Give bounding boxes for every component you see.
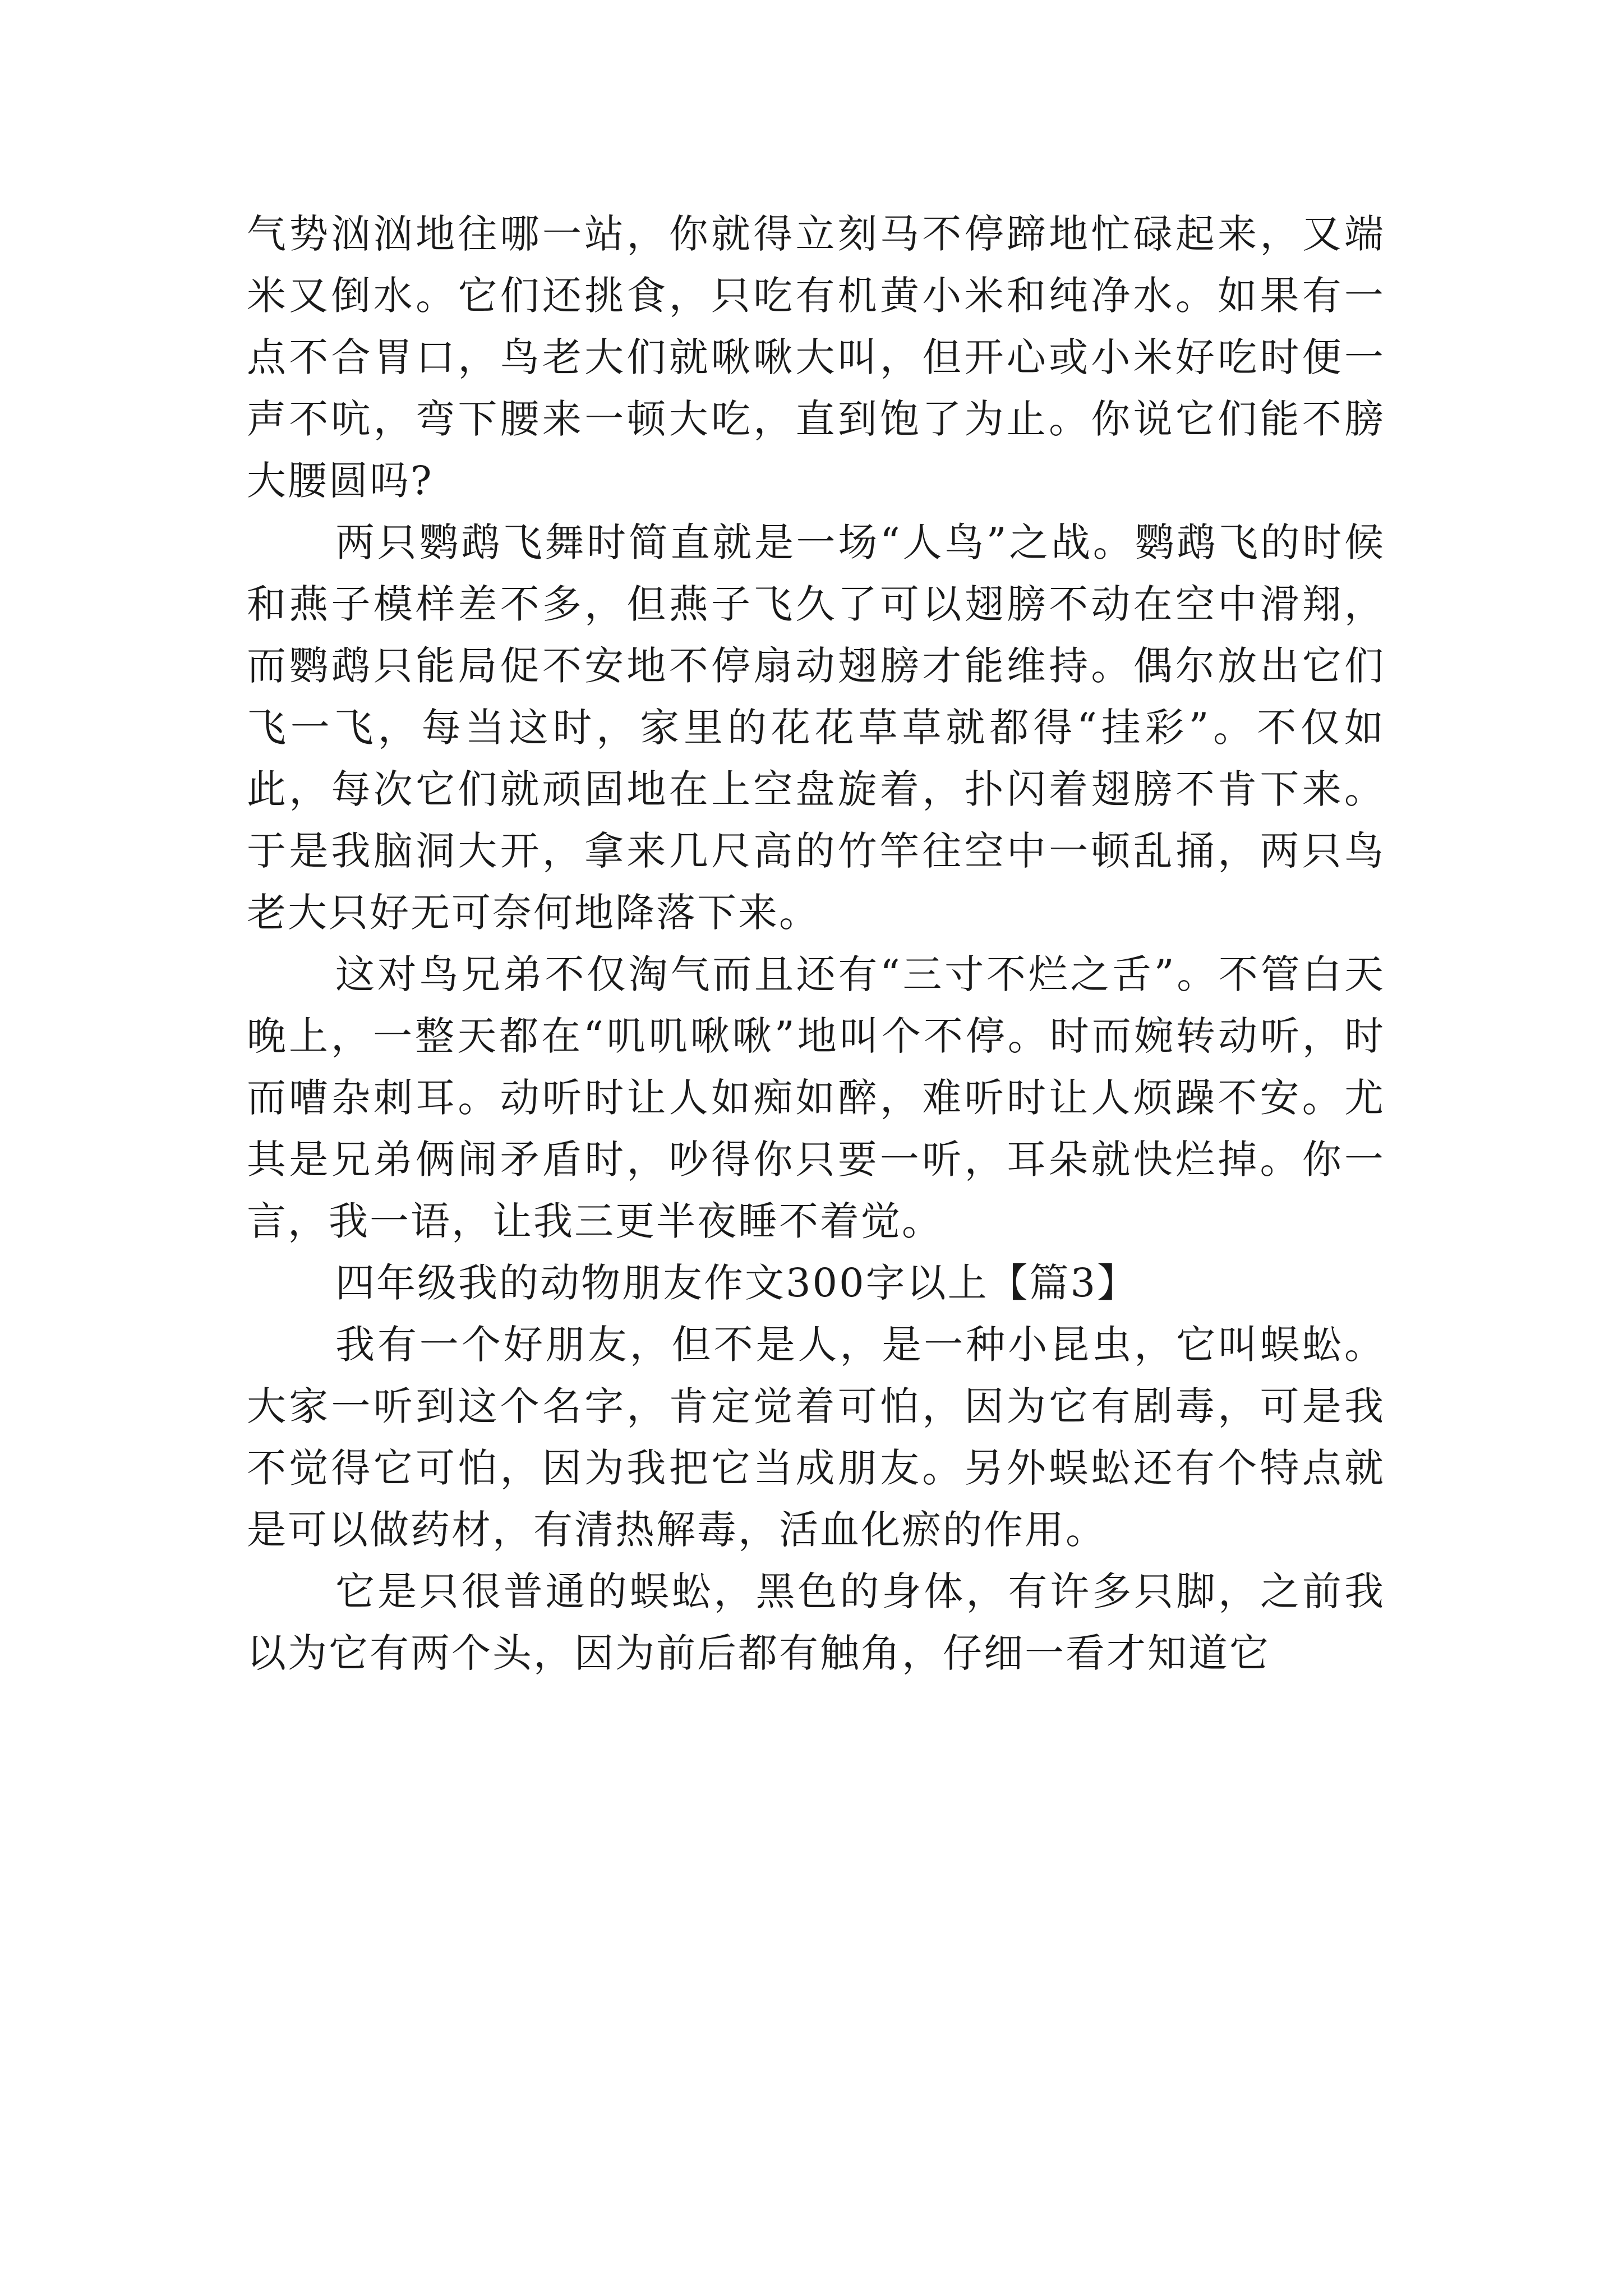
paragraph-centipede-friend: 我有一个好朋友，但不是人，是一种小昆虫，它叫蜈蚣。大家一听到这个名字，肯定觉着可怕，因为它有剧毒，可是我不觉得它可怕，因为我把它当成朋友。另外蜈蚣还有个特点就是可以做药材，有清热解毒，活血化瘀的作用。 — [247, 1322, 1385, 1553]
document-body — [247, 203, 1385, 1684]
paragraph-centipede-description: 它是只很普通的蜈蚣，黑色的身体，有许多只脚，之前我以为它有两个头，因为前后都有触角，仔细一看才知道它 — [247, 1568, 1385, 1676]
section-heading: 四年级我的动物朋友作文300字以上【篇3】 — [335, 1260, 1138, 1306]
paragraph-continuation: 气势汹汹地往哪一站，你就得立刻马不停蹄地忙碌起来，又端米又倒水。它们还挑食，只吃有机黄小米和纯净水。如果有一点不合胃口，鸟老大们就啾啾大叫，但开心或小米好吃时便一声不吭，弯下腰来一顿大吃，直到饱了为止。你说它们能不膀大腰圆吗? — [247, 211, 1385, 504]
paragraph-parrot-flying: 两只鹦鹉飞舞时简直就是一场“人鸟”之战。鹦鹉飞的时候和燕子模样差不多，但燕子飞久了可以翅膀不动在空中滑翔，而鹦鹉只能局促不安地不停扇动翅膀才能维持。偶尔放出它们飞一飞，每当这时，家里的花花草草就都得“挂彩”。不仅如此，每次它们就顽固地在上空盘旋着，扑闪着翅膀不肯下来。于是我脑洞大开，拿来几尺高的竹竿往空中一顿乱捅，两只鸟老大只好无可奈何地降落下来。 — [247, 519, 1385, 936]
paragraph-parrot-chatter: 这对鸟兄弟不仅淘气而且还有“三寸不烂之舌”。不管白天晚上，一整天都在“叽叽啾啾”地叫个不停。时而婉转动听，时而嘈杂刺耳。动听时让人如痴如醉，难听时让人烦躁不安。尤其是兄弟俩闹矛盾时，吵得你只要一听，耳朵就快烂掉。你一言，我一语，让我三更半夜睡不着觉。 — [247, 951, 1385, 1244]
